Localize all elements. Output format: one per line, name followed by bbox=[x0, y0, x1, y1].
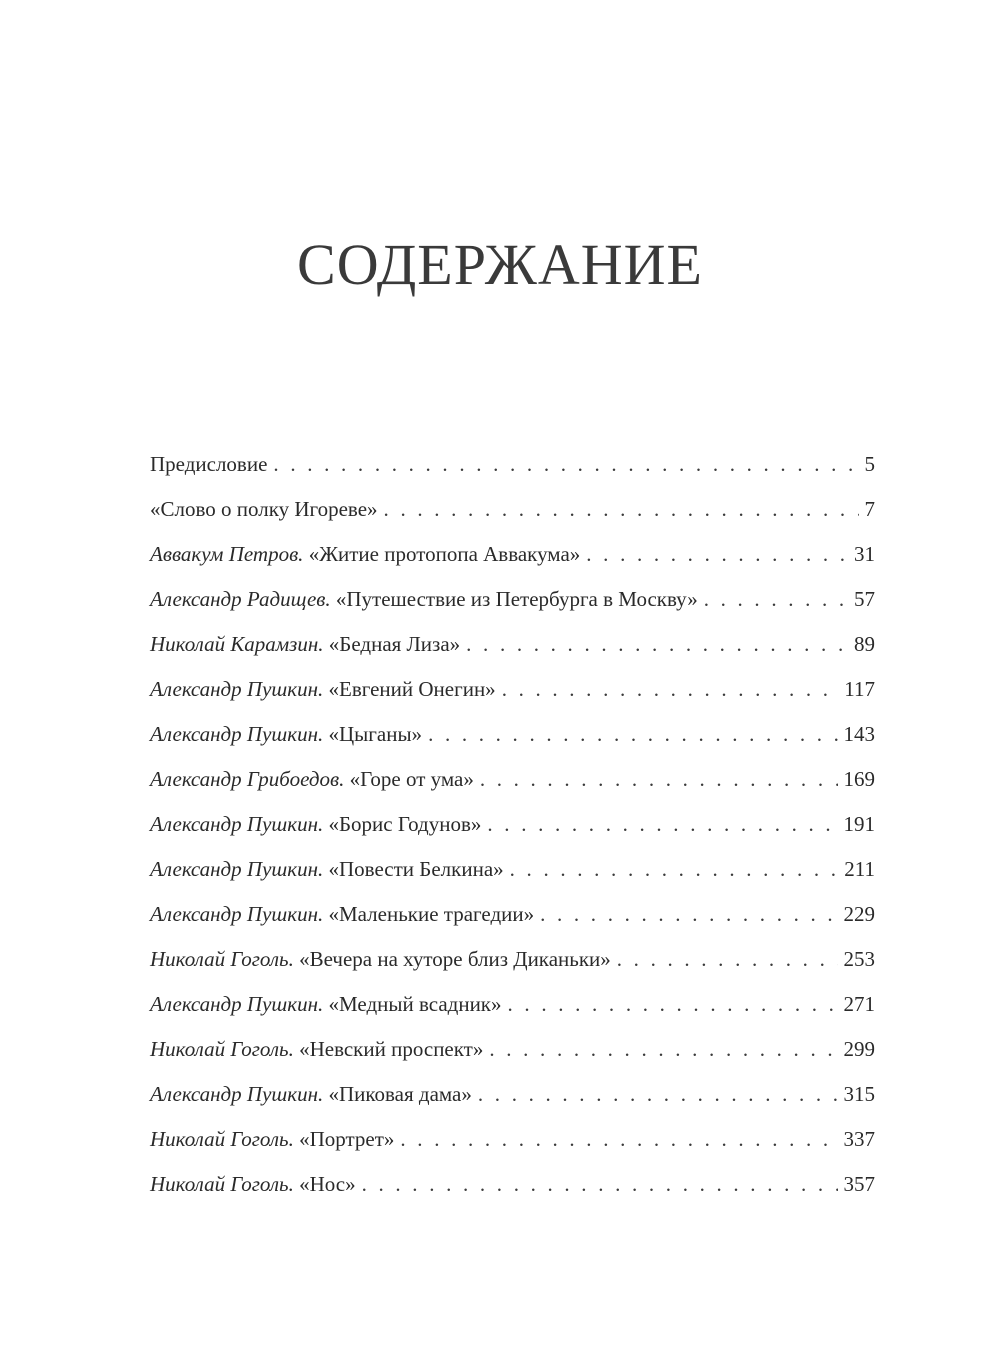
toc-row bbox=[150, 542, 875, 587]
toc-leader-dots bbox=[508, 992, 838, 1017]
toc-entry bbox=[150, 677, 496, 702]
toc-page-number: 253 bbox=[843, 947, 875, 971]
toc-leader-dots bbox=[384, 497, 859, 522]
toc-entry bbox=[150, 767, 474, 792]
toc-entry bbox=[150, 632, 460, 657]
toc-author: Александр Пушкин. bbox=[150, 812, 324, 836]
toc-page-number: 5 bbox=[864, 452, 875, 476]
toc-work-title: «Цыганы» bbox=[323, 722, 423, 746]
toc-leader-dots bbox=[586, 542, 848, 567]
toc-leader-dots bbox=[362, 1172, 838, 1197]
toc-leader-dots bbox=[428, 722, 837, 747]
toc-work-title: «Слово о полку Игореве» bbox=[150, 497, 378, 521]
toc-page-number: 211 bbox=[844, 857, 875, 881]
toc-leader-dots bbox=[489, 1037, 837, 1062]
toc-row bbox=[150, 1082, 875, 1127]
toc-author: Александр Пушкин. bbox=[150, 677, 324, 701]
toc-row bbox=[150, 947, 875, 992]
toc-author: Николай Гоголь. bbox=[150, 1037, 294, 1061]
toc-work-title: «Вечера на хуторе близ Диканьки» bbox=[293, 947, 611, 971]
toc-leader-dots bbox=[466, 632, 848, 657]
toc-page-number: 7 bbox=[864, 497, 875, 521]
toc-entry bbox=[150, 947, 611, 972]
toc-author: Николай Гоголь. bbox=[150, 1172, 294, 1196]
toc-row bbox=[150, 452, 875, 497]
toc-row bbox=[150, 902, 875, 947]
toc-author: Александр Пушкин. bbox=[150, 902, 324, 926]
toc-work-title: «Повести Белкина» bbox=[323, 857, 504, 881]
toc-leader-dots bbox=[400, 1127, 837, 1152]
toc-work-title: «Путешествие из Петербурга в Москву» bbox=[330, 587, 698, 611]
toc-work-title: «Маленькие трагедии» bbox=[323, 902, 535, 926]
toc-entry bbox=[150, 542, 580, 567]
page-title: СОДЕРЖАНИЕ bbox=[297, 232, 703, 297]
toc-author: Александр Радищев. bbox=[150, 587, 331, 611]
toc-leader-dots bbox=[510, 857, 839, 882]
toc-author: Александр Пушкин. bbox=[150, 722, 324, 746]
toc-entry bbox=[150, 902, 534, 927]
toc-entry bbox=[150, 1127, 394, 1152]
toc-work-title: «Горе от ума» bbox=[344, 767, 474, 791]
toc-page-number: 271 bbox=[843, 992, 875, 1016]
toc-entry bbox=[150, 992, 502, 1017]
toc-author: Александр Пушкин. bbox=[150, 1082, 324, 1106]
toc-work-title: «Портрет» bbox=[293, 1127, 395, 1151]
toc-leader-dots bbox=[540, 902, 837, 927]
toc-row bbox=[150, 1172, 875, 1217]
toc-author: Николай Гоголь. bbox=[150, 947, 294, 971]
toc-row bbox=[150, 677, 875, 722]
toc-entry bbox=[150, 857, 504, 882]
toc-author: Николай Гоголь. bbox=[150, 1127, 294, 1151]
toc-row bbox=[150, 812, 875, 857]
toc-work-title: Предисловие bbox=[150, 452, 268, 476]
toc-work-title: «Бедная Лиза» bbox=[323, 632, 461, 656]
toc-author: Александр Грибоедов. bbox=[150, 767, 345, 791]
toc-page-number: 89 bbox=[854, 632, 875, 656]
toc-author: Николай Карамзин. bbox=[150, 632, 324, 656]
toc-author: Аввакум Петров. bbox=[150, 542, 304, 566]
toc-work-title: «Житие протопопа Аввакума» bbox=[303, 542, 581, 566]
toc-leader-dots bbox=[273, 452, 858, 477]
toc-page-number: 169 bbox=[843, 767, 875, 791]
toc-work-title: «Нос» bbox=[293, 1172, 356, 1196]
table-of-contents bbox=[150, 452, 875, 1217]
toc-leader-dots bbox=[478, 1082, 838, 1107]
toc-row bbox=[150, 722, 875, 767]
toc-work-title: «Невский проспект» bbox=[293, 1037, 484, 1061]
toc-author: Александр Пушкин. bbox=[150, 992, 324, 1016]
toc-row bbox=[150, 1037, 875, 1082]
toc-entry bbox=[150, 587, 698, 612]
toc-work-title: «Медный всадник» bbox=[323, 992, 502, 1016]
toc-page-number: 229 bbox=[843, 902, 875, 926]
toc-entry bbox=[150, 722, 422, 747]
toc-page-number: 299 bbox=[843, 1037, 875, 1061]
toc-entry bbox=[150, 1172, 356, 1197]
toc-work-title: «Евгений Онегин» bbox=[323, 677, 496, 701]
toc-row bbox=[150, 632, 875, 677]
toc-row bbox=[150, 587, 875, 632]
toc-page-number: 57 bbox=[854, 587, 875, 611]
toc-page-number: 315 bbox=[843, 1082, 875, 1106]
toc-work-title: «Пиковая дама» bbox=[323, 1082, 472, 1106]
toc-leader-dots bbox=[502, 677, 839, 702]
toc-entry bbox=[150, 452, 267, 477]
toc-leader-dots bbox=[704, 587, 848, 612]
toc-work-title: «Борис Годунов» bbox=[323, 812, 482, 836]
toc-entry bbox=[150, 497, 378, 522]
toc-page-number: 31 bbox=[854, 542, 875, 566]
toc-leader-dots bbox=[617, 947, 838, 972]
toc-entry bbox=[150, 1082, 472, 1107]
toc-row bbox=[150, 767, 875, 812]
toc-row bbox=[150, 1127, 875, 1172]
toc-page-number: 117 bbox=[844, 677, 875, 701]
toc-page-number: 143 bbox=[843, 722, 875, 746]
toc-page-number: 337 bbox=[843, 1127, 875, 1151]
toc-author: Александр Пушкин. bbox=[150, 857, 324, 881]
toc-entry bbox=[150, 812, 481, 837]
toc-page-number: 191 bbox=[843, 812, 875, 836]
toc-row bbox=[150, 497, 875, 542]
toc-row bbox=[150, 857, 875, 902]
toc-entry bbox=[150, 1037, 483, 1062]
toc-row bbox=[150, 992, 875, 1037]
toc-leader-dots bbox=[487, 812, 837, 837]
toc-page-number: 357 bbox=[843, 1172, 875, 1196]
toc-leader-dots bbox=[480, 767, 838, 792]
